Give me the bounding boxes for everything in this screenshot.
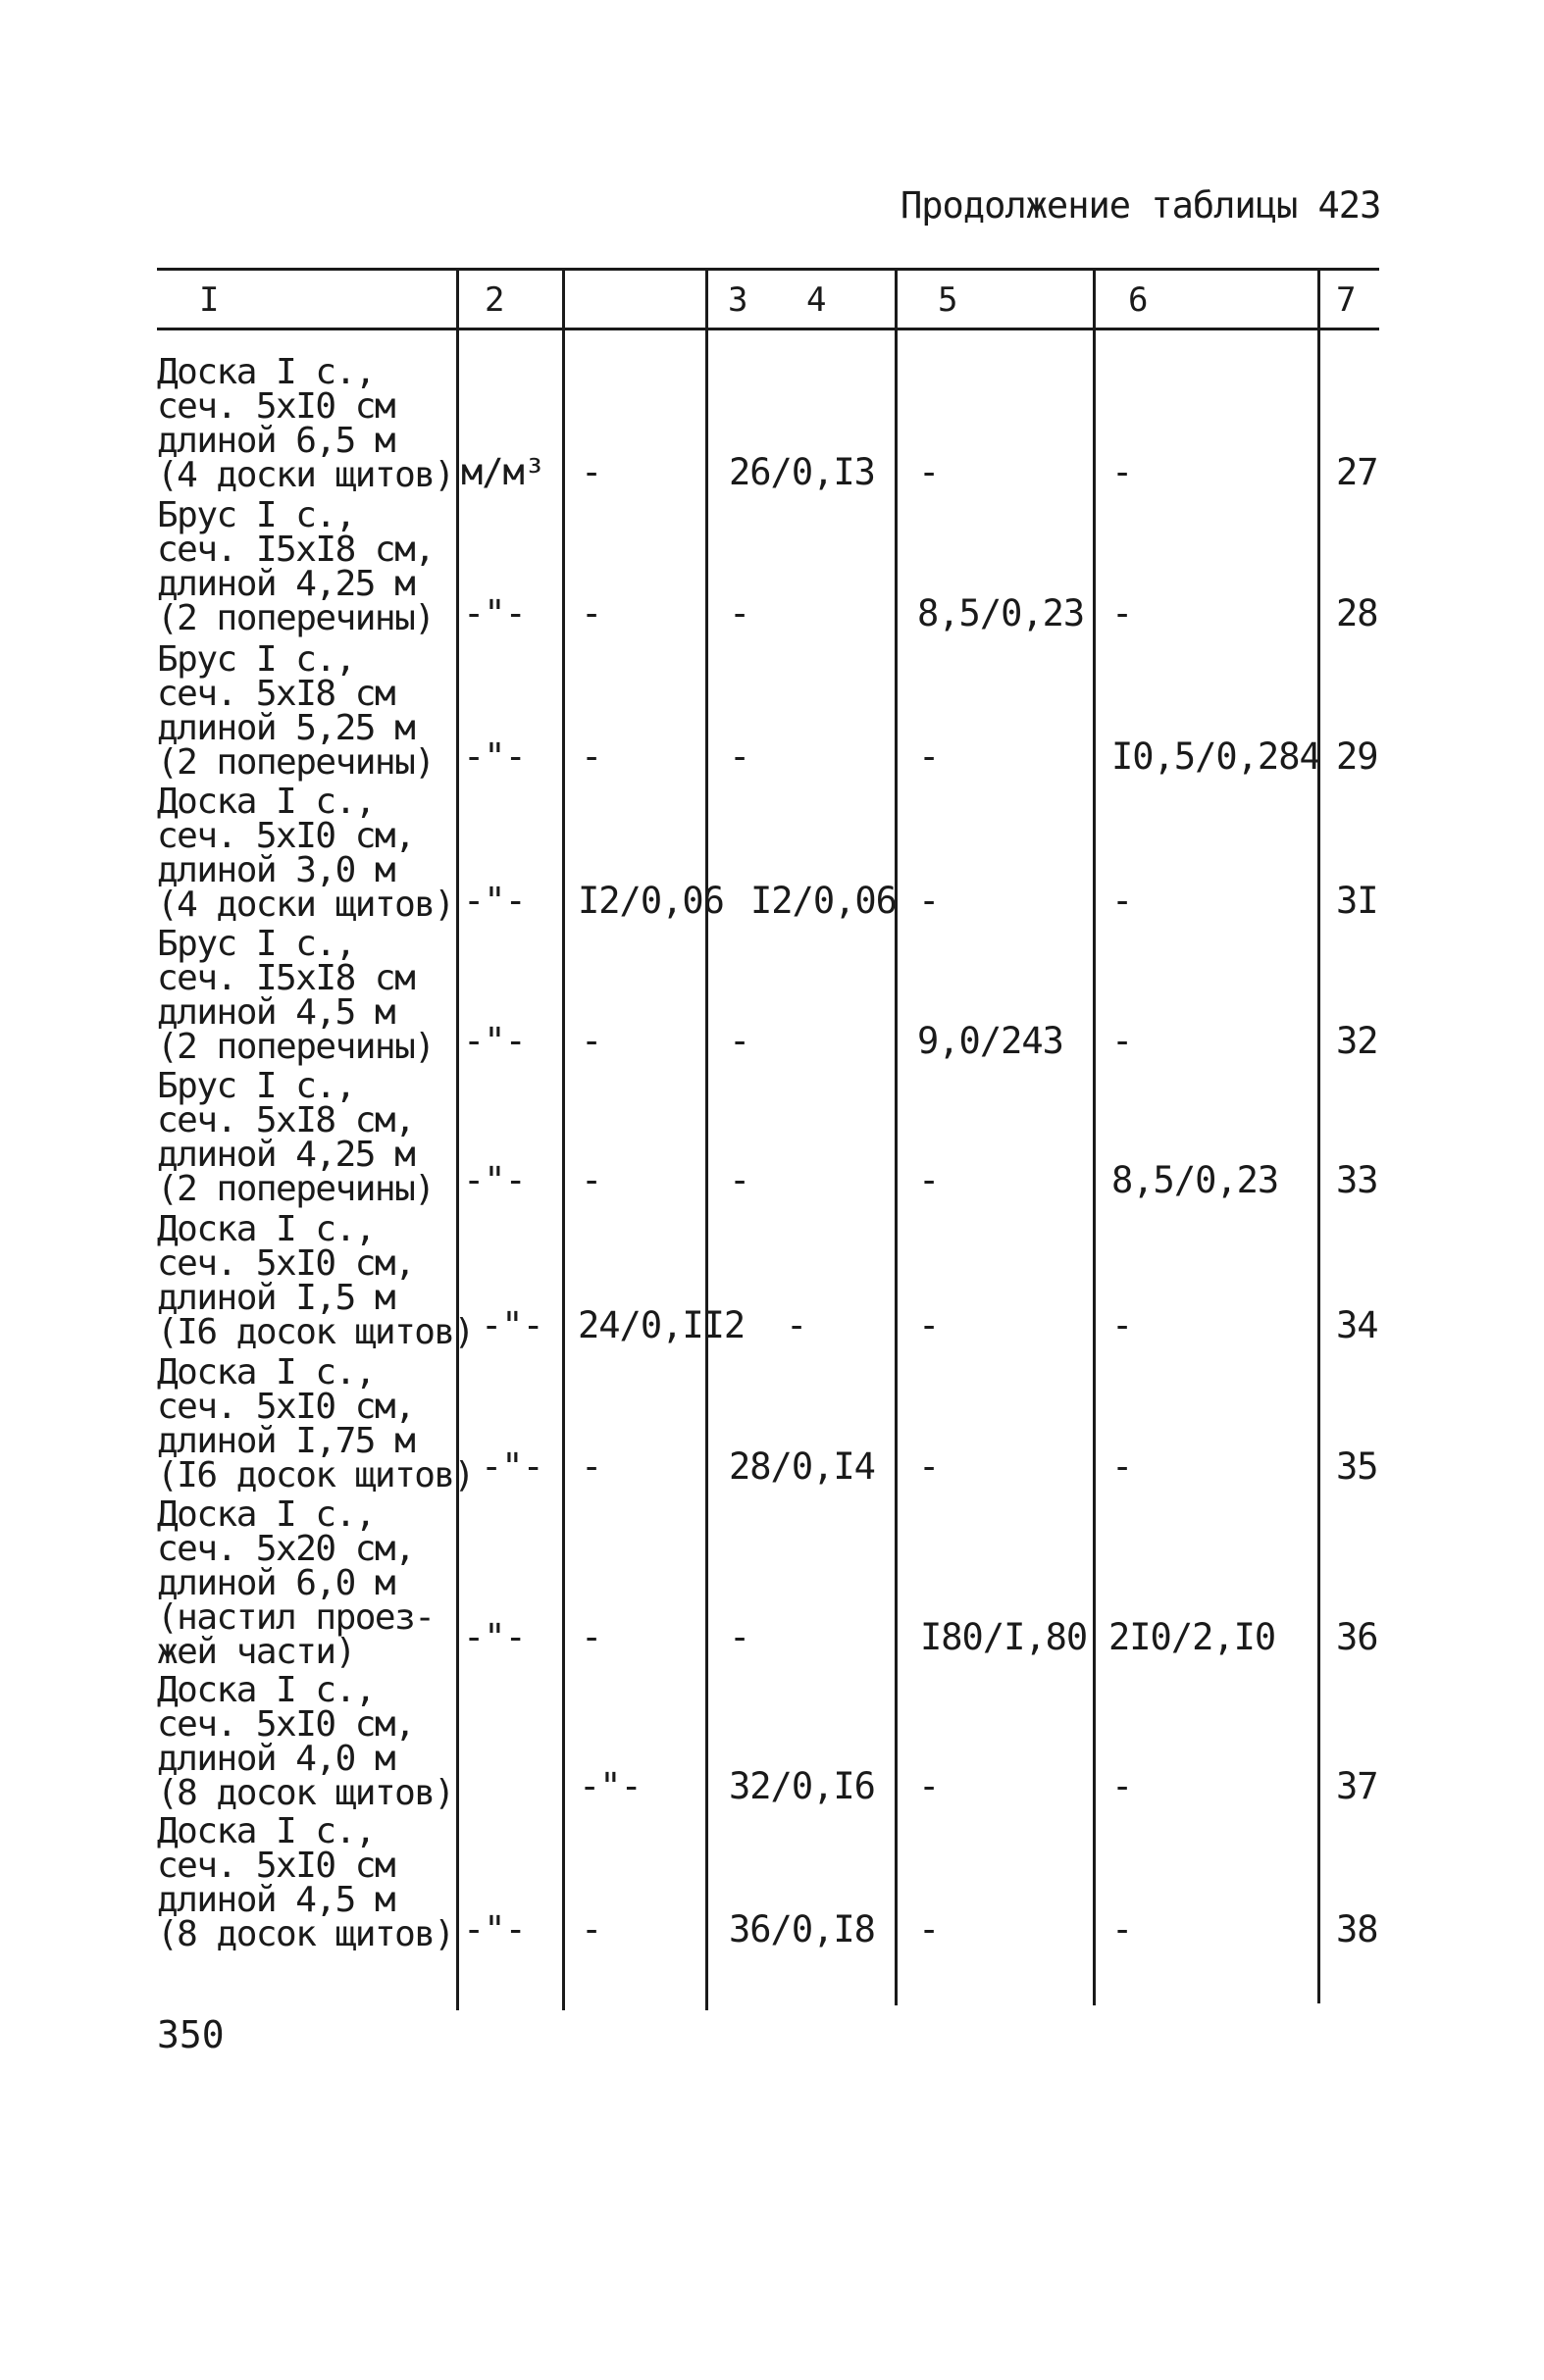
cell-col4: - bbox=[786, 1304, 807, 1346]
cell-col3: - bbox=[581, 1908, 602, 1950]
cell-col6: - bbox=[1111, 1020, 1133, 1062]
page-number: 350 bbox=[157, 2013, 225, 2056]
column-header: 3 bbox=[728, 280, 748, 320]
unit-cell: -"- bbox=[463, 1616, 526, 1658]
cell-col7: 36 bbox=[1336, 1616, 1378, 1658]
col-divider-5 bbox=[1093, 268, 1096, 2005]
table-row-description: Доска I с., сеч. 5хI0 см, длиной 3,0 м (4 доски щитов) bbox=[157, 782, 454, 925]
cell-col4: 28/0,I4 bbox=[729, 1445, 875, 1488]
cell-col4: - bbox=[729, 735, 750, 778]
table-row-description: Доска I с., сеч. 5хI0 см, длиной I,5 м (I6 досок щитов) bbox=[157, 1209, 474, 1352]
cell-col5: - bbox=[918, 880, 940, 922]
cell-col4: 36/0,I8 bbox=[729, 1908, 875, 1950]
cell-col5: 8,5/0,23 bbox=[917, 592, 1085, 634]
cell-col4: - bbox=[729, 1616, 750, 1658]
table-row-description: Брус I с., сеч. 5хI8 см, длиной 4,25 м (2 поперечины) bbox=[157, 1066, 435, 1209]
cell-col5: - bbox=[918, 1159, 940, 1201]
cell-col3: - bbox=[581, 1020, 602, 1062]
column-header: 6 bbox=[1128, 280, 1149, 320]
cell-col5: - bbox=[918, 1304, 940, 1346]
table-row-description: Брус I с., сеч. I5хI8 см длиной 4,5 м (2 поперечины) bbox=[157, 924, 435, 1067]
unit-cell: -"- bbox=[481, 1445, 543, 1488]
cell-col6: - bbox=[1111, 1445, 1133, 1488]
cell-col6: - bbox=[1111, 451, 1133, 493]
cell-col5: - bbox=[918, 735, 940, 778]
table-caption: Продолжение таблицы 423 bbox=[901, 184, 1381, 227]
cell-col7: 3I bbox=[1336, 880, 1378, 922]
cell-col4: - bbox=[729, 1020, 750, 1062]
cell-col6: - bbox=[1111, 1908, 1133, 1950]
col-divider-3 bbox=[705, 268, 708, 2010]
col-divider-6 bbox=[1317, 268, 1320, 2003]
column-header: 7 bbox=[1336, 280, 1357, 320]
cell-col3: - bbox=[581, 1445, 602, 1488]
cell-col7: 37 bbox=[1336, 1765, 1378, 1807]
cell-col3: - bbox=[581, 592, 602, 634]
table-row-description: Доска I с., сеч. 5хI0 см, длиной 4,0 м (8 досок щитов) bbox=[157, 1670, 454, 1813]
cell-col3: -"- bbox=[579, 1765, 642, 1807]
unit-cell: -"- bbox=[463, 880, 526, 922]
column-header: 5 bbox=[938, 280, 958, 320]
header-top-rule bbox=[157, 268, 1379, 271]
cell-col5: - bbox=[918, 1445, 940, 1488]
cell-col3: - bbox=[581, 735, 602, 778]
cell-col7: 34 bbox=[1336, 1304, 1378, 1346]
cell-col5: I80/I,80 bbox=[920, 1616, 1088, 1658]
unit-cell: -"- bbox=[463, 1020, 526, 1062]
cell-col3: - bbox=[581, 1159, 602, 1201]
unit-cell: -"- bbox=[463, 1159, 526, 1201]
cell-col6: - bbox=[1111, 1304, 1133, 1346]
cell-col7: 27 bbox=[1336, 451, 1378, 493]
unit-cell: -"- bbox=[481, 1304, 543, 1346]
table-row-description: Доска I с., сеч. 5хI0 см длиной 4,5 м (8 досок щитов) bbox=[157, 1811, 454, 1954]
cell-col6: I0,5/0,284 bbox=[1111, 735, 1320, 778]
cell-col4: 32/0,I6 bbox=[729, 1765, 875, 1807]
col-divider-2 bbox=[562, 268, 565, 2010]
cell-col4: - bbox=[729, 592, 750, 634]
header-bottom-rule bbox=[157, 328, 1379, 330]
cell-col4: - bbox=[729, 1159, 750, 1201]
col-divider-4 bbox=[895, 268, 898, 2005]
table-row-description: Доска I с., сеч. 5хI0 см, длиной I,75 м (I6 досок щитов) bbox=[157, 1352, 474, 1495]
column-header: 4 bbox=[806, 280, 827, 320]
cell-col7: 32 bbox=[1336, 1020, 1378, 1062]
cell-col5: - bbox=[918, 1765, 940, 1807]
unit-cell: -"- bbox=[463, 592, 526, 634]
cell-col7: 38 bbox=[1336, 1908, 1378, 1950]
cell-col3: - bbox=[581, 451, 602, 493]
cell-col4: 26/0,I3 bbox=[729, 451, 875, 493]
cell-col6: - bbox=[1111, 880, 1133, 922]
cell-col3: 24/0,II2 bbox=[578, 1304, 746, 1346]
table-row-description: Брус I с., сеч. 5хI8 см длиной 5,25 м (2 поперечины) bbox=[157, 639, 435, 783]
table-row-description: Доска I с., сеч. 5х20 см, длиной 6,0 м (настил проез- жей части) bbox=[157, 1494, 435, 1672]
cell-col3: - bbox=[581, 1616, 602, 1658]
unit-cell: -"- bbox=[463, 1908, 526, 1950]
unit-cell: -"- bbox=[463, 735, 526, 778]
cell-col3: I2/0,06 bbox=[578, 880, 724, 922]
cell-col7: 33 bbox=[1336, 1159, 1378, 1201]
column-header: 2 bbox=[485, 280, 505, 320]
cell-col5: - bbox=[918, 1908, 940, 1950]
cell-col6: 8,5/0,23 bbox=[1111, 1159, 1279, 1201]
table-row-description: Брус I с., сеч. I5хI8 см, длиной 4,25 м (2 поперечины) bbox=[157, 495, 435, 638]
cell-col5: - bbox=[918, 451, 940, 493]
table-row-description: Доска I с., сеч. 5хI0 см длиной 6,5 м (4 доски щитов) bbox=[157, 352, 454, 495]
cell-col6: - bbox=[1111, 1765, 1133, 1807]
unit-cell: м/м³ bbox=[461, 451, 545, 493]
cell-col7: 29 bbox=[1336, 735, 1378, 778]
column-header: I bbox=[199, 280, 220, 320]
cell-col6: 2I0/2,I0 bbox=[1108, 1616, 1276, 1658]
cell-col5: 9,0/243 bbox=[917, 1020, 1063, 1062]
cell-col6: - bbox=[1111, 592, 1133, 634]
cell-col7: 28 bbox=[1336, 592, 1378, 634]
cell-col7: 35 bbox=[1336, 1445, 1378, 1488]
cell-col4: I2/0,06 bbox=[750, 880, 897, 922]
